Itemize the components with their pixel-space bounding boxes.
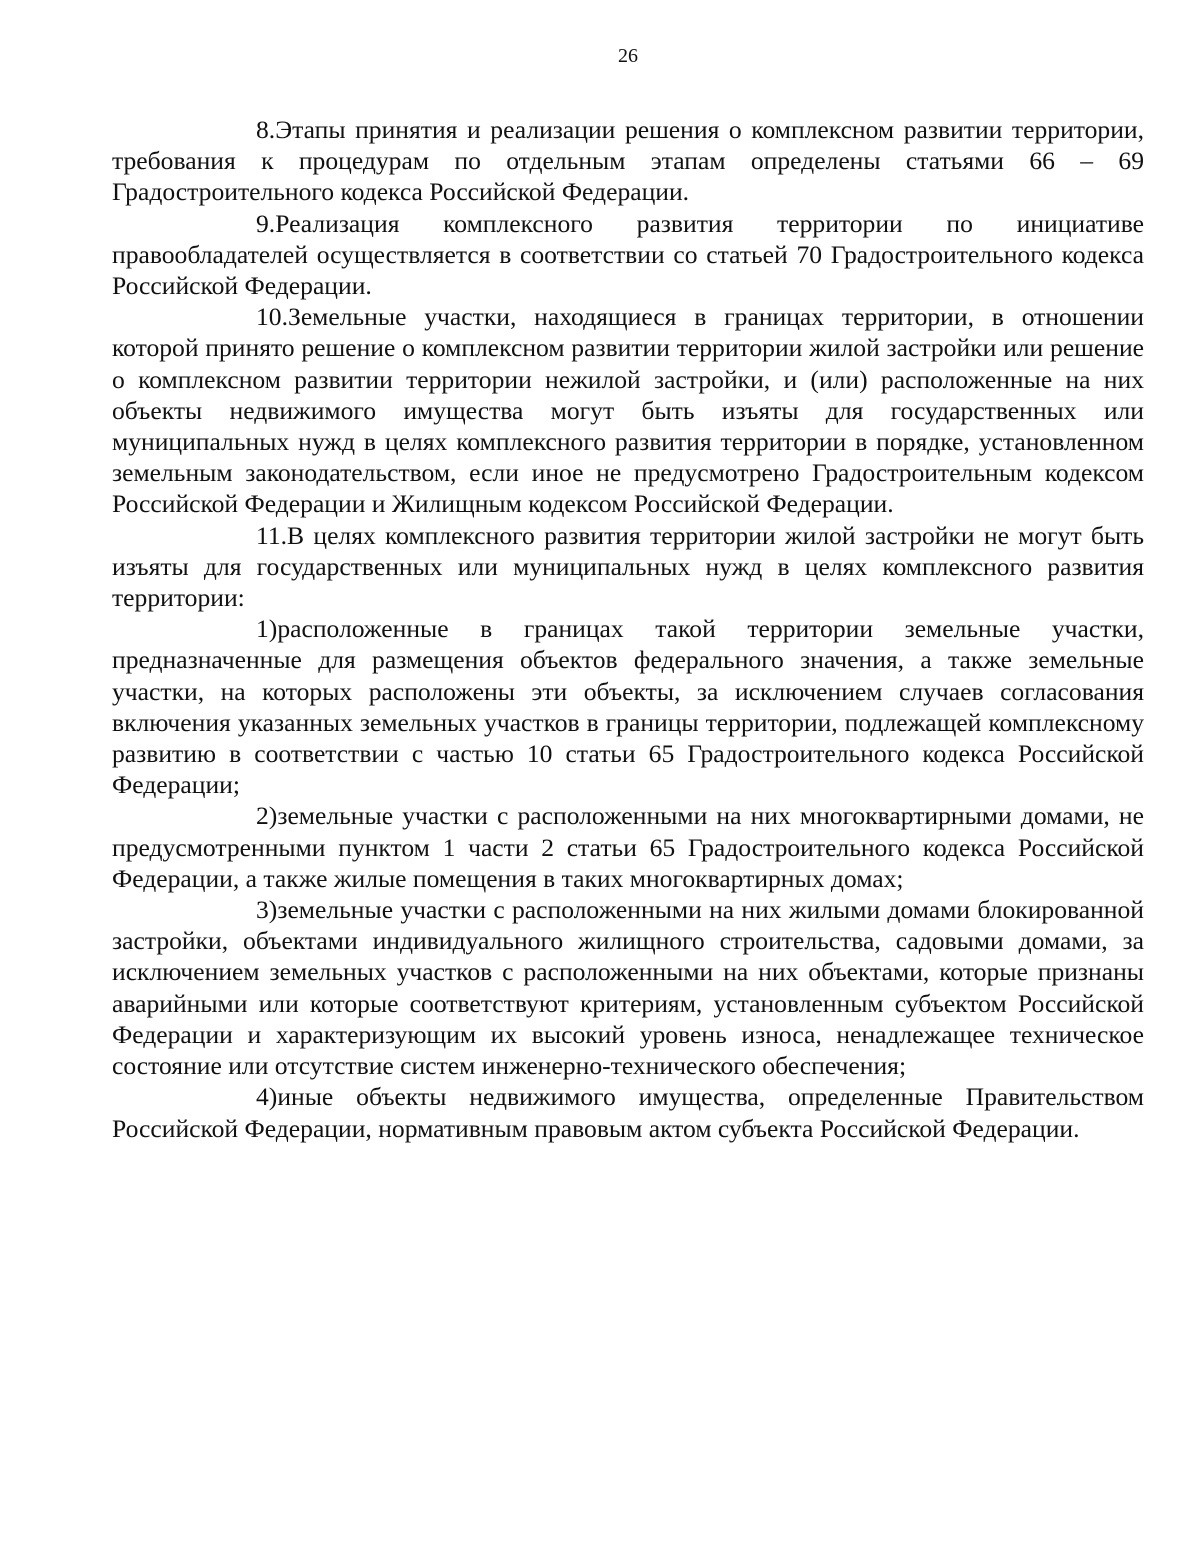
paragraph-number: 9. [256,208,276,238]
list-item-4 [112,1081,1144,1143]
paragraph-11 [112,520,1144,614]
list-item-text: земельные участки с расположенными на них жилыми домами блокированной застройки, объектами индивидуального жилищного строительства, садовыми домами, за исключением земельных участков с расположенными на них объектами, которые признаны аварийными или которые соответствуют критериям, установленным субъектом Российской Федерации и характеризующим их высокий уровень износа, ненадлежащее техническое состояние или отсутствие систем инженерно-технического обеспечения; [112,895,1144,1081]
paragraph-number: 11. [256,520,288,550]
paragraph-text: Реализация комплексного развития территории по инициативе правообладателей осуществляется в соответствии со статьей 70 Градостроительного кодекса Российской Федерации. [112,208,1144,301]
list-item-number: 3) [256,895,278,925]
list-item-text: земельные участки с расположенными на них многоквартирными домами, не предусмотренными пунктом 1 части 2 статьи 65 Градостроительного кодекса Российской Федерации, а также жилые помещения в таких многоквартирных домах; [112,801,1144,893]
paragraph-number: 8. [256,115,276,144]
paragraph-text: В целях комплексного развития территории жилой застройки не могут быть изъяты для государственных или муниципальных нужд в целях комплексного развития территории: [112,520,1144,613]
list-item-text: иные объекты недвижимого имущества, определенные Правительством Российской Федерации, нормативным правовым актом субъекта Российской Федерации. [112,1082,1144,1143]
paragraph-10 [112,301,1144,519]
list-item-text: расположенные в границах такой территории земельные участки, предназначенные для размещения объектов федерального значения, а также земельные участки, на которых расположены эти объекты, за исключением случаев согласования включения указанных земельных участков в границы территории, подлежащей комплексному развитию в соответствии с частью 10 статьи 65 Градостроительного кодекса Российской Федерации; [112,614,1144,800]
list-item-1 [112,613,1144,800]
list-item-number: 2) [256,801,278,831]
list-item-3 [112,894,1144,1081]
paragraph-number: 10. [256,302,288,332]
paragraph-text: Земельные участки, находящиеся в границах территории, в отношении которой принято решение о комплексном развитии территории жилой застройки или решение о комплексном развитии территории нежилой застройки, и (или) расположенные на них объекты недвижимого имущества могут быть изъяты для государственных или муниципальных нужд в целях комплексного развития территории в порядке, установленном земельным законодательством, если иное не предусмотрено Градостроительным кодексом Российской Федерации и Жилищным кодексом Российской Федерации. [112,302,1144,519]
paragraph-8 [112,114,1144,208]
list-item-number: 4) [256,1082,278,1112]
list-item-number: 1) [256,614,278,644]
paragraph-text: Этапы принятия и реализации решения о комплексном развитии территории, требования к процедурам по отдельным этапам определены статьями 66 – 69 Градостроительного кодекса Российской Федерации. [112,115,1144,207]
document-body [112,114,1144,1144]
list-item-2 [112,800,1144,894]
paragraph-9 [112,208,1144,302]
page-number: 26 [618,45,638,67]
